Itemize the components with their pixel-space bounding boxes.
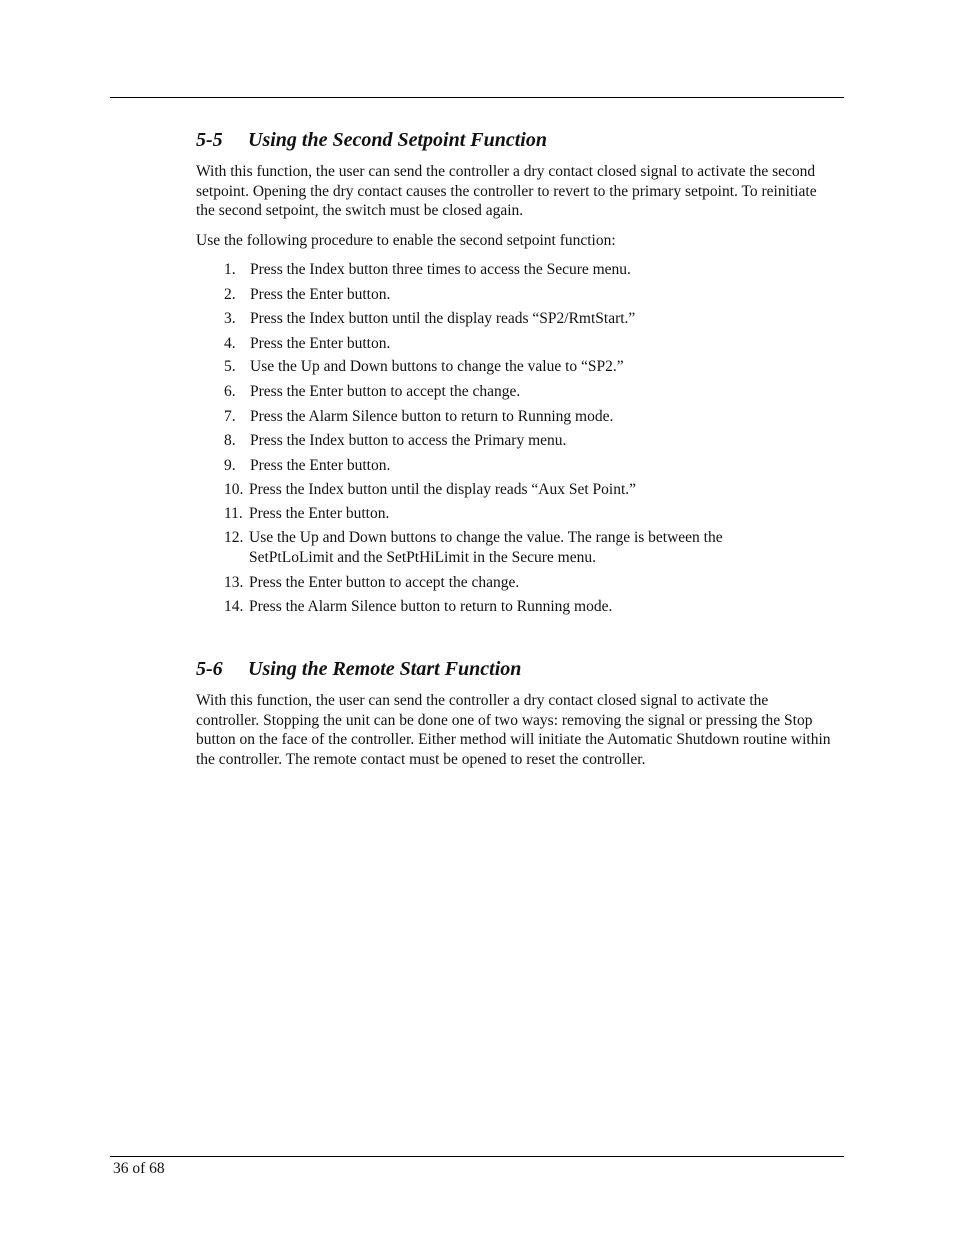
step-text: Press the Enter button to accept the change. [250, 383, 521, 400]
step-text: Press the Index button until the display reads “Aux Set Point.” [249, 481, 637, 498]
step-text: Press the Enter button to accept the change. [249, 574, 520, 591]
list-item [224, 285, 824, 305]
step-number: 5. [224, 358, 236, 375]
list-item [224, 260, 824, 280]
step-number: 3. [224, 310, 236, 327]
step-text: Press the Index button to access the Primary menu. [250, 432, 567, 449]
procedure-lead-paragraph: Use the following procedure to enable the second setpoint function: [196, 232, 616, 249]
list-item [224, 573, 824, 593]
section-5-6-intro-block [196, 691, 832, 770]
step-number: 13. [224, 574, 244, 591]
header-rule [110, 97, 844, 98]
step-text: Press the Index button until the display reads “SP2/RmtStart.” [250, 310, 636, 327]
step-number: 7. [224, 408, 236, 425]
section-intro-paragraph: With this function, the user can send the controller a dry contact closed signal to activate the controller. Stopping the unit can be done one of two ways: removing the signal or pressing the Stop button on the face of the controller. Either method will initiate the Automatic Shutdown routine within the controller. The remote contact must be opened to reset the controller. [196, 692, 831, 769]
list-item [224, 456, 824, 476]
list-item [224, 528, 804, 567]
step-text: Press the Index button three times to access the Secure menu. [250, 261, 631, 278]
step-number: 6. [224, 383, 236, 400]
section-title: Using the Second Setpoint Function [248, 129, 547, 151]
step-number: 4. [224, 335, 236, 352]
section-5-6 [196, 657, 832, 681]
section-5-5 [196, 128, 832, 152]
section-heading [196, 128, 832, 152]
footer-rule [110, 1156, 844, 1157]
procedure-lead-block [196, 231, 832, 251]
step-number: 14. [224, 598, 244, 615]
step-number: 8. [224, 432, 236, 449]
section-number: 5-5 [196, 129, 223, 151]
step-text: Use the Up and Down buttons to change the value to “SP2.” [250, 358, 624, 375]
section-intro-paragraph: With this function, the user can send the controller a dry contact closed signal to activate the second setpoint. Opening the dry contact causes the controller to revert to the primary setpoint. To reinitiate the second setpoint, the switch must be closed again. [196, 163, 817, 220]
step-text: Press the Enter button. [249, 505, 390, 522]
step-text: Press the Alarm Silence button to return to Running mode. [249, 598, 613, 615]
step-number: 1. [224, 261, 236, 278]
list-item [224, 309, 824, 329]
list-item [224, 480, 824, 500]
list-item [224, 334, 824, 354]
step-number: 11. [224, 505, 243, 522]
step-text: Use the Up and Down buttons to change the value. The range is between the SetPtLoLimit and the SetPtHiLimit in the Secure menu. [249, 529, 723, 566]
step-text: Press the Enter button. [250, 335, 391, 352]
list-item [224, 431, 824, 451]
list-item [224, 504, 824, 524]
step-text: Press the Enter button. [250, 457, 391, 474]
page-number: 36 of 68 [113, 1160, 165, 1177]
section-5-5-intro-block [196, 162, 832, 221]
list-item [224, 382, 824, 402]
list-item [224, 407, 824, 427]
section-title: Using the Remote Start Function [248, 658, 522, 680]
step-text: Press the Enter button. [250, 286, 391, 303]
section-number: 5-6 [196, 658, 223, 680]
step-number: 10. [224, 481, 244, 498]
step-number: 2. [224, 286, 236, 303]
list-item [224, 597, 824, 617]
step-number: 12. [224, 529, 244, 546]
step-number: 9. [224, 457, 236, 474]
step-text: Press the Alarm Silence button to return to Running mode. [250, 408, 614, 425]
list-item [224, 357, 824, 377]
section-heading [196, 657, 832, 681]
